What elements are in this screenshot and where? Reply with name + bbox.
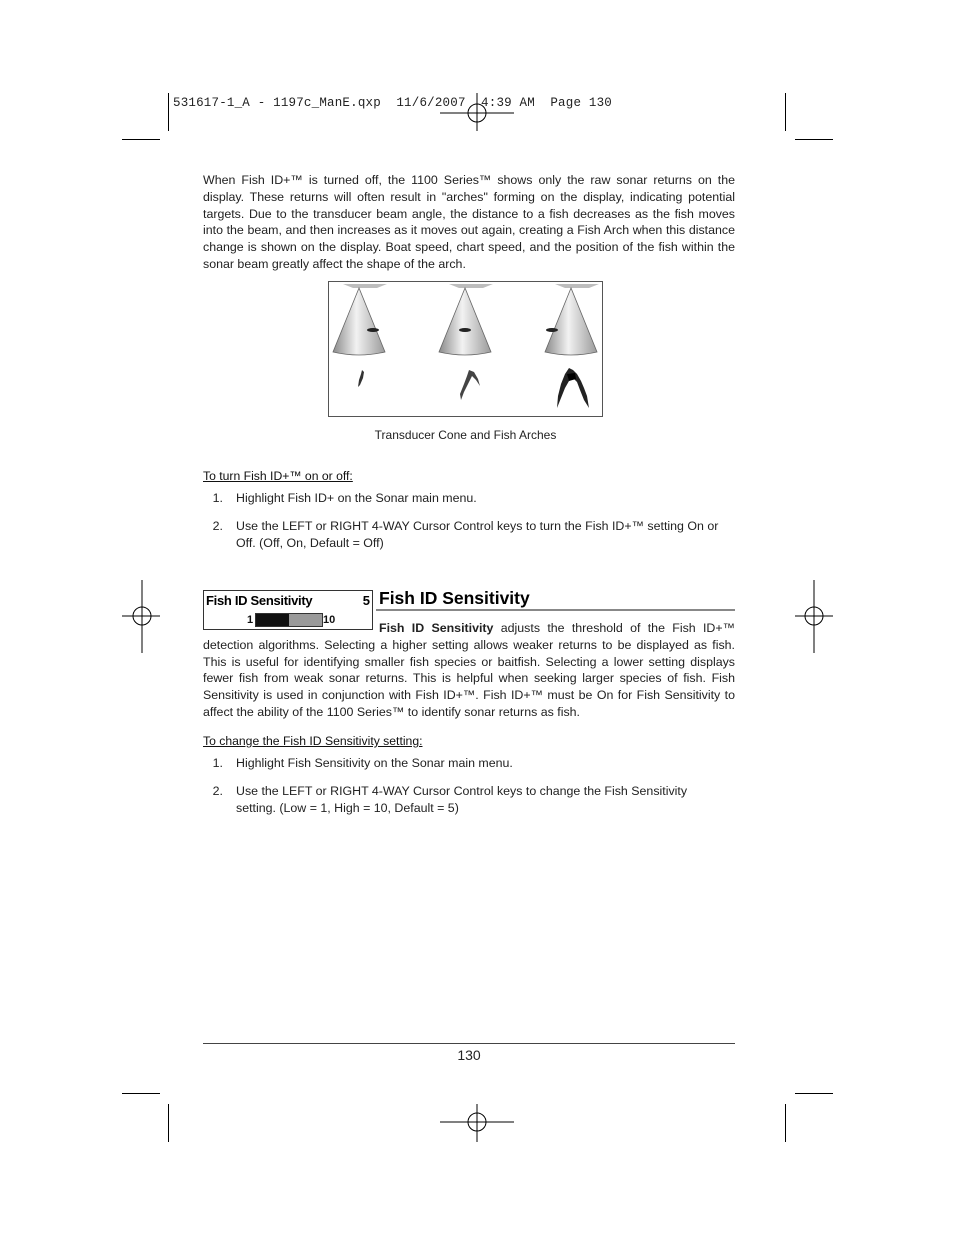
section-heading: Fish ID Sensitivity bbox=[379, 588, 530, 608]
fish-arch-medium bbox=[460, 370, 480, 400]
page-number: 130 bbox=[457, 1047, 481, 1063]
cone-3 bbox=[545, 284, 599, 355]
step-text: Highlight Fish Sensitivity on the Sonar main menu. bbox=[236, 756, 513, 770]
cone-and-arch-illustration bbox=[329, 282, 602, 416]
heading-rule bbox=[376, 609, 735, 611]
cone-1 bbox=[333, 284, 387, 355]
step-number: 1. bbox=[212, 491, 223, 505]
step-number: 1. bbox=[212, 756, 223, 770]
intro-paragraph: When Fish ID+™ is turned off, the 1100 Series™ shows only the raw sonar returns on the display. These returns will often result in "arches" forming on the display, indicating potential targets. Due to the transducer beam angle, the distance to a fish decreases as the fish moves into the beam, and then increases as it moves out again, creating a Fish Arch when this distance change is shown on the display. Boat speed, chart speed, and the position of the fish within the sonar beam greatly affect the shape of the arch. bbox=[203, 173, 735, 271]
step-text: Use the LEFT or RIGHT 4-WAY Cursor Control keys to change the Fish Sensitivity setting. (Low = 1, High = 10, Default = 5) bbox=[236, 784, 688, 815]
step-text: Highlight Fish ID+ on the Sonar main menu. bbox=[236, 491, 477, 505]
menu-item-value: 5 bbox=[362, 593, 370, 608]
step-number: 2. bbox=[212, 784, 223, 798]
turn-fish-id-subheading: To turn Fish ID+™ on or off: bbox=[203, 469, 353, 483]
sensitivity-paragraph bbox=[203, 620, 735, 721]
slider-min-label: 1 bbox=[247, 614, 254, 626]
figure-caption: Transducer Cone and Fish Arches bbox=[374, 428, 557, 442]
lead-term: Fish ID Sensitivity bbox=[379, 621, 494, 635]
step-number: 2. bbox=[212, 519, 223, 533]
transducer-cone-figure bbox=[328, 281, 603, 417]
fish-arch-short bbox=[358, 370, 364, 387]
change-sensitivity-subheading: To change the Fish ID Sensitivity setting: bbox=[203, 734, 423, 748]
menu-item-label: Fish ID Sensitivity bbox=[206, 593, 313, 608]
footer-rule bbox=[203, 1043, 735, 1044]
cone-2 bbox=[439, 284, 493, 355]
step-text: Use the LEFT or RIGHT 4-WAY Cursor Control keys to turn the Fish ID+™ setting On or Off. (Off, On, Default = Off) bbox=[236, 519, 719, 550]
print-slug: 531617-1_A - 1197c_ManE.qxp 11/6/2007 4:39 AM Page 130 bbox=[173, 96, 612, 110]
fish-arch-full bbox=[557, 368, 589, 408]
slider-max-label: 10 bbox=[323, 614, 336, 626]
paragraph-body: adjusts the threshold of the Fish ID+™ detection algorithms. Selecting a higher setting allows weaker returns to be displayed as fish. This is useful for identifying smaller fish species or baitfish. Selecting a lower setting displays fewer fish from weak sonar returns. This is helpful when seeking larger species of fish. Fish Sensitivity is used in conjunction with Fish ID+™. Fish ID+™ must be On for Fish Sensitivity to affect the ability of the 1100 Series™ to identify sonar returns as fish. bbox=[203, 621, 735, 719]
